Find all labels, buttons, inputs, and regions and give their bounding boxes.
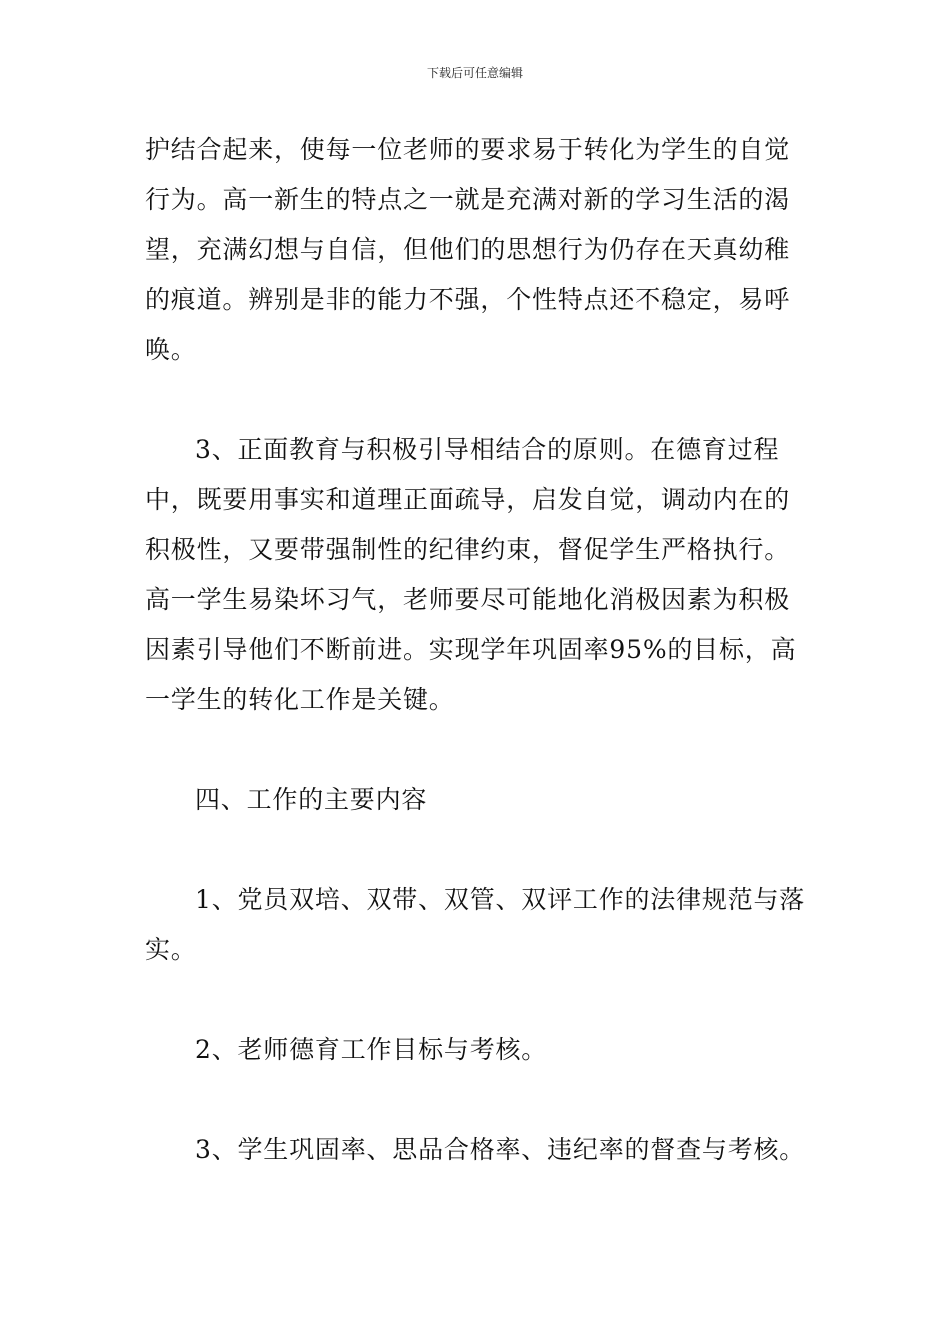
- paragraph-continuation: 护结合起来，使每一位老师的要求易于转化为学生的自觉行为。高一新生的特点之一就是充满对新的学习生活的渴望，充满幻想与自信，但他们的思想行为仍存在天真幼稚的痕道。辨别是非的能力不强，个性特点还不稳定，易呼唤。: [145, 135, 791, 364]
- document-body: [145, 125, 807, 1175]
- page-header: 下载后可任意编辑: [426, 66, 523, 80]
- section-heading-main-content: 四、工作的主要内容: [195, 785, 428, 814]
- list-item-2: 2、老师德育工作目标与考核。: [195, 1035, 548, 1064]
- list-item-3: 3、学生巩固率、思品合格率、违纪率的督查与考核。: [195, 1135, 806, 1164]
- list-item-1: 1、党员双培、双带、双管、双评工作的法律规范与落实。: [145, 885, 806, 964]
- paragraph-principle-3: 3、正面教育与积极引导相结合的原则。在德育过程中，既要用事实和道理正面疏导，启发自觉，调动内在的积极性，又要带强制性的纪律约束，督促学生严格执行。高一学生易染坏习气，老师要尽可能地化消极因素为积极因素引导他们不断前进。实现学年巩固率95%的目标，高一学生的转化工作是关键。: [145, 435, 797, 714]
